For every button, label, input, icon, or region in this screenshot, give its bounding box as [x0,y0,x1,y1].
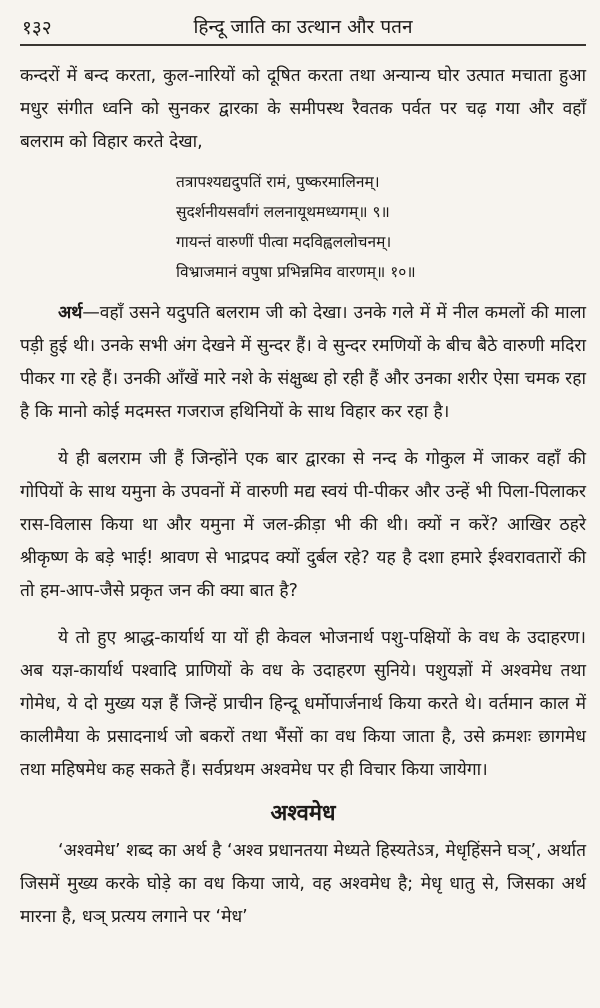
page-number: १३२ [22,17,52,39]
meaning-text: —वहाँ उसने यदुपति बलराम जी को देखा। उनके गले में में नील कमलों की माला पड़ी हुई थी। उनके सभी अंग देखने में सुन्दर हैं। वे सुन्दर रमणियों के बीच बैठे वारुणी मदिरा पीकर गा रहे हैं। उनकी आँखें मारे नशे के संक्षुब्ध हो रही हैं और उनका शरीर ऐसा चमक रहा है कि मानो कोई मदमस्त गजराज हथिनियों के साथ विहार कर रहा है। [20,303,586,422]
section-heading: अश्वमेध [270,801,336,826]
paragraph-meaning [20,297,586,429]
verse-line: सुदर्शनीयसर्वांगं ललनायूथमध्यगम्॥ ९॥ [176,203,390,221]
verse-line: तत्रापश्यद्यदुपतिं रामं, पुष्करमालिनम्। [176,173,380,191]
paragraph-balram: ये ही बलराम जी हैं जिन्होंने एक बार द्वारका से नन्द के गोकुल में जाकर वहाँ की गोपियों के साथ यमुना के उपवनों में वारुणी मद्य स्वयं पी-पीकर और उन्हें भी पिला-पिलाकर रास-विलास किया था और यमुना में जल-क्रीड़ा भी की थी। क्यों न करें? आखिर ठहरे श्रीकृष्ण के बड़े भाई! श्रावण से भाद्रपद क्यों दुर्बल रहे? यह है दशा हमारे ईश्वरावतारों की तो हम-आप-जैसे प्रकृत जन की क्या बात है? [20,449,586,601]
verse-line: विभ्राजमानं वपुषा प्रभिन्नमिव वारणम्॥ १०॥ [176,263,416,281]
paragraph-continuation: कन्दरों में बन्द करता, कुल-नारियों को दूषित करता तथा अन्यान्य घोर उत्पात मचाता हुआ मधुर संगीत ध्वनि को सुनकर द्वारका के समीपस्थ रैवतक पर्वत पर चढ़ गया और वहाँ बलराम को विहार करते देखा, [20,66,586,152]
running-title: हिन्दू जाति का उत्थान और पतन [193,16,413,38]
verse-line: गायन्तं वारुणीं पीत्वा मदविह्वललोचनम्। [176,233,392,251]
paragraph-ashvamedha: ‘अश्वमेध’ शब्द का अर्थ है ‘अश्व प्रधानतया मेध्यते हिस्यतेऽत्र, मेधृहिंसने घञ्’, अर्थात जिसमें मुख्य करके घोड़े का वध किया जाये, वह अश्वमेध है; मेधृ धातु से, जिसका अर्थ मारना है, धञ् प्रत्यय लगाने पर ‘मेध’ [20,841,586,927]
sanskrit-verse [20,167,586,287]
meaning-label: अर्थ [58,303,83,323]
paragraph-examples: ये तो हुए श्राद्ध-कार्यार्थ या यों ही केवल भोजनार्थ पशु-पक्षियों के वध के उदाहरण। अब यज्ञ-कार्यार्थ पश्वादि प्राणियों के वध के उदाहरण सुनिये। पशुयज्ञों में अश्वमेध तथा गोमेध, ये दो मुख्य यज्ञ हैं जिन्हें प्राचीन हिन्दू धर्मोपार्जनार्थ किया करते थे। वर्तमान काल में कालीमैया के प्रसादनार्थ जो बकरों तथा भैंसों का वध किया जाता है, उसे क्रमशः छागमेध तथा महिषमेध कह सकते हैं। सर्वप्रथम अश्वमेध पर ही विचार किया जायेगा। [20,628,586,780]
page-header [20,0,586,46]
